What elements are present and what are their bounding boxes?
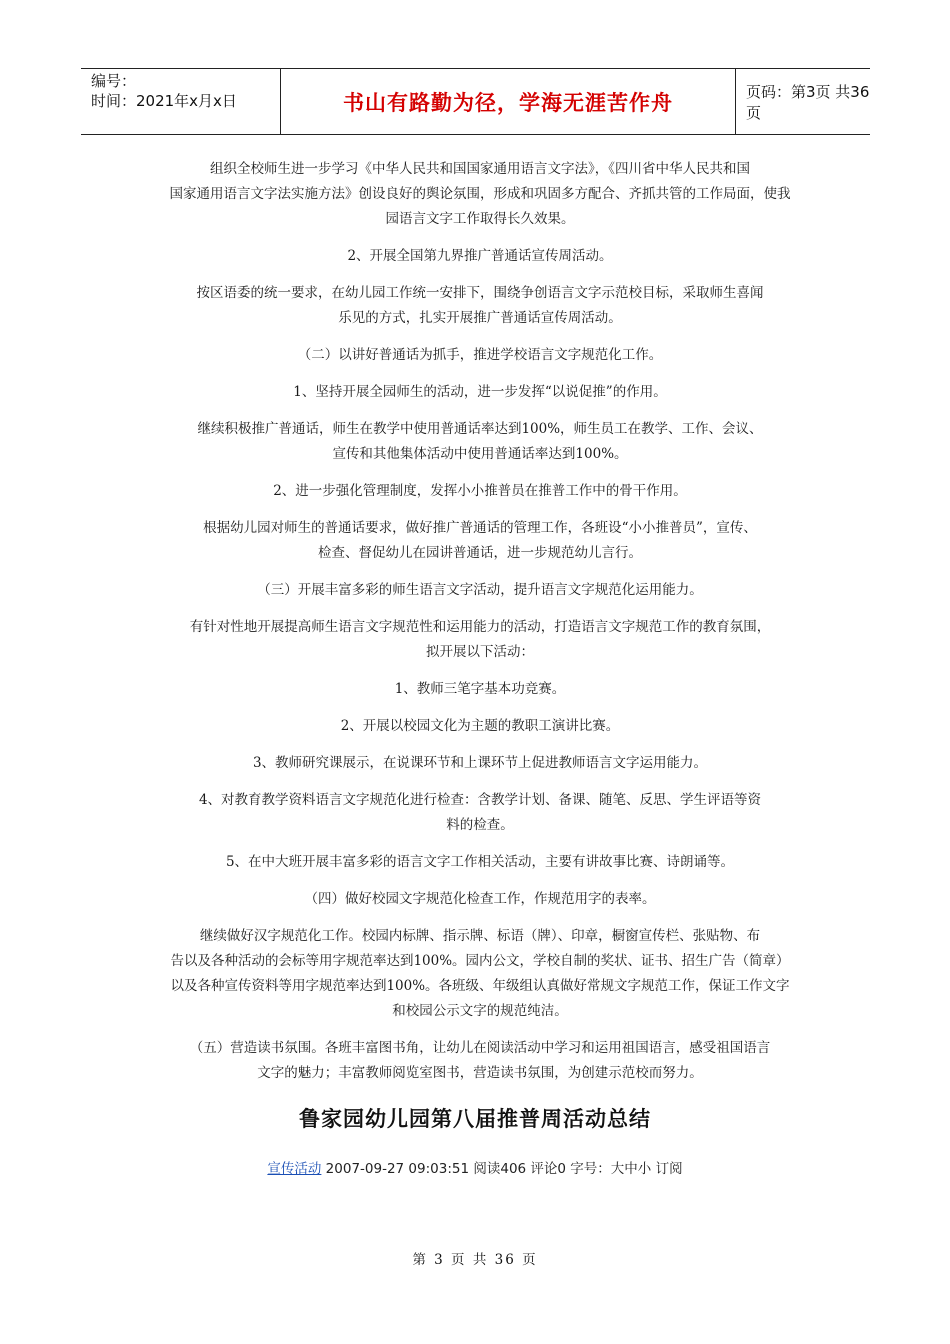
paragraph (140, 244, 820, 269)
paragraph (140, 380, 820, 405)
paragraph-line: 文字的魅力；丰富教师阅览室图书，营造读书氛围，为创建示范校而努力。 (257, 1065, 703, 1081)
paragraph-line: 4、对教育教学资料语言文字规范化进行检查：含教学计划、备课、随笔、反思、学生评语等资 (198, 792, 762, 808)
page-info-text: 页码：第3页 共36页 (746, 82, 870, 122)
paragraph-line: 3、教师研究课展示，在说课环节和上课环节上促进教师语言文字运用能力。 (252, 755, 708, 771)
document-body (140, 157, 820, 1098)
paragraph-line: 2、开展以校园文化为主题的教职工演讲比赛。 (340, 718, 620, 734)
paragraph-line: 5、在中大班开展丰富多彩的语言文字工作相关活动，主要有讲故事比赛、诗朗诵等。 (225, 854, 735, 870)
paragraph (140, 516, 820, 566)
paragraph (140, 281, 820, 331)
paragraph-line: 组织全校师生进一步学习《中华人民共和国国家通用语言文字法》，《四川省中华人民共和国 (210, 161, 750, 177)
paragraph (140, 714, 820, 739)
page-footer: 第 3 页 共 36 页 (412, 1252, 538, 1268)
paragraph (140, 924, 820, 1024)
paragraph-line: 和校园公示文字的规范纯洁。 (392, 1003, 568, 1019)
paragraph-line: 乐见的方式，扎实开展推广普通话宣传周活动。 (338, 310, 622, 326)
paragraph (140, 157, 820, 232)
paragraph-line: 继续做好汉字规范化工作。校园内标牌、指示牌、标语（牌）、印章，橱窗宣传栏、张贴物、布 (199, 928, 761, 944)
paragraph (140, 887, 820, 912)
article-title: 鲁家园幼儿园第八届推普周活动总结 (299, 1106, 651, 1131)
paragraph (140, 788, 820, 838)
paragraph-line: （四）做好校园文字规范化检查工作，作规范用字的表率。 (304, 891, 656, 907)
paragraph-line: 拟开展以下活动： (426, 644, 534, 660)
category-link[interactable]: 宣传活动 (267, 1161, 322, 1177)
paragraph-line: 1、教师三笔字基本功竞赛。 (394, 681, 566, 697)
paragraph (140, 479, 820, 504)
paragraph (140, 343, 820, 368)
paragraph-line: 2、开展全国第九界推广普通话宣传周活动。 (347, 248, 613, 264)
paragraph-line: 检查、督促幼儿在园讲普通话，进一步规范幼儿言行。 (318, 545, 642, 561)
header-meta (81, 69, 281, 134)
paragraph (140, 578, 820, 603)
header-motto: 书山有路勤为径，学海无涯苦作舟 (343, 89, 673, 115)
paragraph-line: 国家通用语言文字法实施方法》创设良好的舆论氛围，形成和巩固多方配合、齐抓共管的工作局面，使我 (169, 186, 791, 202)
paragraph-line: 料的检查。 (446, 817, 514, 833)
paragraph (140, 677, 820, 702)
header-page-info (736, 69, 870, 134)
paragraph (140, 751, 820, 776)
paragraph-line: 按区语委的统一要求，在幼儿园工作统一安排下，围绕争创语言文字示范校目标，采取师生喜闻 (196, 285, 764, 301)
paragraph-line: 有针对性地开展提高师生语言文字规范性和运用能力的活动，打造语言文字规范工作的教育氛围， (189, 619, 771, 635)
paragraph (140, 850, 820, 875)
paragraph-line: 根据幼儿园对师生的普通话要求，做好推广普通话的管理工作，各班设“小小推普员”，宣传、 (203, 520, 757, 536)
paragraph (140, 417, 820, 467)
paragraph (140, 615, 820, 665)
page-header (81, 68, 870, 135)
paragraph-line: 1、坚持开展全园师生的活动，进一步发挥“以说促推”的作用。 (293, 384, 667, 400)
paragraph-line: （三）开展丰富多彩的师生语言文字活动，提升语言文字规范化运用能力。 (257, 582, 703, 598)
paragraph-line: 以及各种宣传资料等用字规范率达到100%。各班级、年级组认真做好常规文字规范工作，保证工作文字 (170, 978, 790, 994)
paragraph-line: （二）以讲好普通话为抓手，推进学校语言文字规范化工作。 (297, 347, 663, 363)
paragraph-line: 告以及各种活动的会标等用字规范率达到100%。园内公文，学校自制的奖状、证书、招生广告（简章） (170, 953, 790, 969)
paragraph-line: （五）营造读书氛围。各班丰富图书角，让幼儿在阅读活动中学习和运用祖国语言，感受祖国语言 (189, 1040, 771, 1056)
paragraph-line: 宣传和其他集体活动中使用普通话率达到100%。 (332, 446, 628, 462)
paragraph-line: 园语言文字工作取得长久效果。 (385, 211, 575, 227)
paragraph-line: 2、进一步强化管理制度，发挥小小推普员在推普工作中的骨干作用。 (273, 483, 687, 499)
number-label: 编号： (91, 72, 137, 90)
header-motto-cell (281, 69, 736, 134)
article-meta (0, 1157, 950, 1177)
paragraph (140, 1036, 820, 1086)
article-meta-text: 2007-09-27 09:03:51 阅读406 评论0 字号：大中小 订阅 (321, 1161, 683, 1177)
paragraph-line: 继续积极推广普通话，师生在教学中使用普通话率达到100%，师生员工在教学、工作、会议、 (197, 421, 763, 437)
time-label: 时间：2021年x月x日 (91, 92, 237, 110)
